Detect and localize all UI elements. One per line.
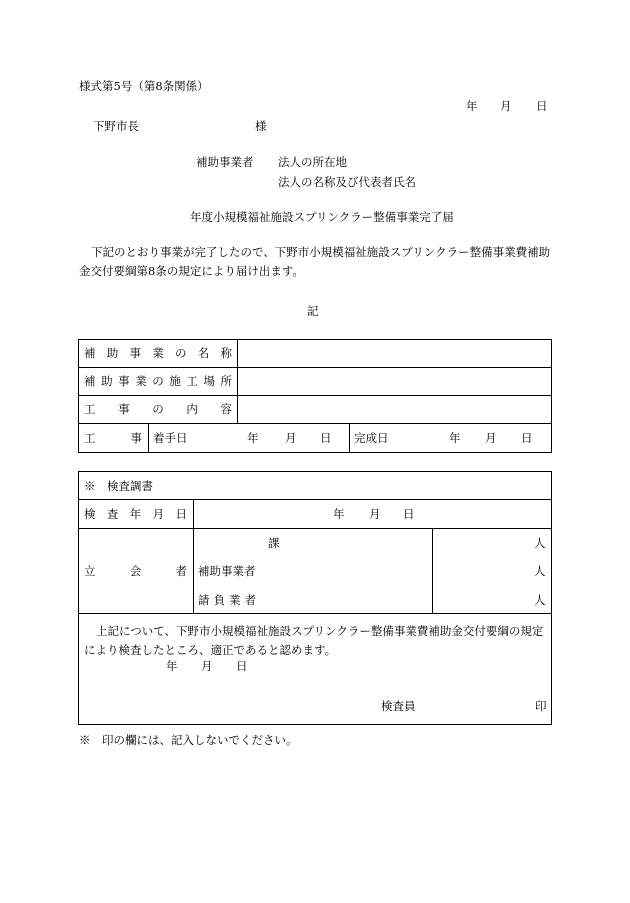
completion-month: 月 bbox=[485, 431, 497, 445]
inspection-month: 月 bbox=[369, 507, 381, 521]
statement-year: 年 bbox=[166, 659, 178, 673]
start-day: 日 bbox=[320, 431, 332, 445]
inspection-year: 年 bbox=[333, 507, 345, 521]
project-name-label: 補 助 事 業 の 名 称 bbox=[84, 346, 232, 360]
applicant-name-label: 法人の名称及び代表者氏名 bbox=[278, 175, 416, 189]
person-unit-3: 人 bbox=[534, 593, 546, 607]
person-unit-2: 人 bbox=[534, 564, 546, 578]
document-title: 年度小規模福祉施設スプリンクラー整備事業完了届 bbox=[190, 210, 454, 224]
inspector-label: 検査員 bbox=[381, 699, 416, 713]
applicant-address-label: 法人の所在地 bbox=[278, 155, 347, 169]
start-date-label: 着手日 bbox=[153, 431, 188, 445]
completion-day: 日 bbox=[521, 431, 533, 445]
start-month: 月 bbox=[285, 431, 297, 445]
start-year: 年 bbox=[247, 431, 259, 445]
statement-month: 月 bbox=[201, 659, 213, 673]
addressee-honorific: 様 bbox=[255, 119, 267, 133]
assisted-operator-label: 補助事業者 bbox=[198, 564, 256, 578]
inspection-statement: 上記について、下野市小規模福祉施設スプリンクラー整備事業費補助金交付要綱の規定により検査したところ、適正であると認めます。 bbox=[84, 624, 544, 657]
statement-day: 日 bbox=[236, 659, 248, 673]
body-text: 下記のとおり事業が完了したので、下野市小規模福祉施設スプリンクラー整備事業費補助金交付要綱第8条の規定により届け出ます。 bbox=[79, 245, 551, 278]
project-site-label: 補 助 事 業 の 施 工 場 所 bbox=[84, 374, 232, 388]
work-content-label: 工 事 の 内 容 bbox=[84, 402, 232, 416]
date-day: 日 bbox=[536, 99, 548, 113]
work-label: 工 事 bbox=[84, 431, 142, 445]
addressee-name: 下野市長 bbox=[93, 119, 139, 133]
form-number: 様式第5号（第8条関係） bbox=[79, 79, 209, 93]
applicant-label: 補助事業者 bbox=[196, 155, 254, 169]
inspection-header: ※ 検査調書 bbox=[84, 479, 153, 493]
ki-label: 記 bbox=[307, 304, 319, 318]
seal-mark: 印 bbox=[535, 699, 547, 713]
attendee-label: 立 会 者 bbox=[84, 564, 187, 578]
completion-date-label: 完成日 bbox=[354, 431, 389, 445]
footnote: ※ 印の欄には、記入しないでください。 bbox=[79, 733, 298, 747]
date-year: 年 bbox=[466, 99, 478, 113]
section-unit: 課 bbox=[268, 536, 280, 550]
inspection-date-label: 検 査 年 月 日 bbox=[84, 507, 187, 521]
date-month: 月 bbox=[500, 99, 512, 113]
person-unit-1: 人 bbox=[534, 536, 546, 550]
contractor-label: 請 負 業 者 bbox=[198, 593, 256, 607]
completion-year: 年 bbox=[449, 431, 461, 445]
inspection-day: 日 bbox=[403, 507, 415, 521]
